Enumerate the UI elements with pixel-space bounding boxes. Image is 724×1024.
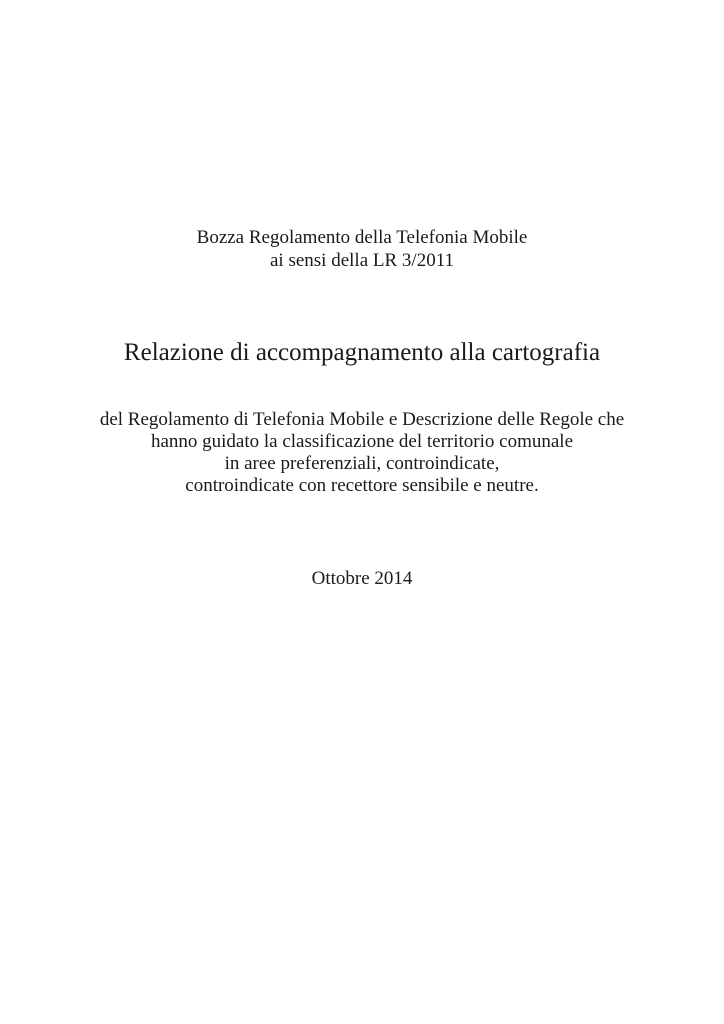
document-header <box>0 226 724 272</box>
description-line-2: hanno guidato la classificazione del territorio comunale <box>150 431 574 452</box>
header-line-2: ai sensi della LR 3/2011 <box>270 250 454 271</box>
header-line-1: Bozza Regolamento della Telefonia Mobile <box>196 227 528 248</box>
document-date-block <box>0 567 724 590</box>
document-title-block <box>0 337 724 369</box>
document-description <box>0 409 724 497</box>
description-line-1: del Regolamento di Telefonia Mobile e Descrizione delle Regole che <box>99 409 625 430</box>
document-date: Ottobre 2014 <box>311 568 413 589</box>
document-title: Relazione di accompagnamento alla cartografia <box>123 339 601 366</box>
description-line-4: controindicate con recettore sensibile e neutre. <box>185 475 539 496</box>
description-line-3: in aree preferenziali, controindicate, <box>224 453 500 474</box>
